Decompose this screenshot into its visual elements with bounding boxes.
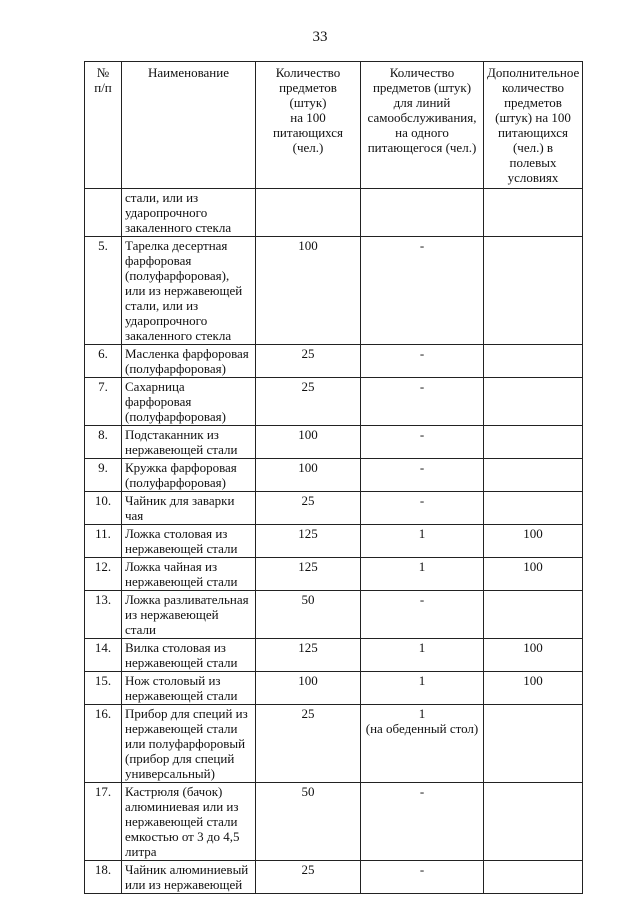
cell-quantity-per-100: 100 xyxy=(256,672,361,705)
cell-quantity-self-service: - xyxy=(361,783,484,861)
cell-quantity-self-service: 1 xyxy=(361,672,484,705)
header-name: Наименование xyxy=(122,62,256,189)
table-row xyxy=(85,426,583,459)
cell-name: стали, или из ударопрочного закаленного стекла xyxy=(122,189,256,237)
cell-number: 17. xyxy=(85,783,122,861)
cell-quantity-field xyxy=(484,426,583,459)
cell-quantity-self-service: - xyxy=(361,345,484,378)
cell-quantity-per-100: 25 xyxy=(256,492,361,525)
cell-quantity-self-service: 1 (на обеденный стол) xyxy=(361,705,484,783)
cell-number: 15. xyxy=(85,672,122,705)
cell-quantity-per-100: 25 xyxy=(256,705,361,783)
cell-quantity-field xyxy=(484,591,583,639)
table-row xyxy=(85,783,583,861)
header-number: № п/п xyxy=(85,62,122,189)
cell-quantity-field: 100 xyxy=(484,639,583,672)
cell-quantity-field xyxy=(484,861,583,894)
table-row xyxy=(85,705,583,783)
cell-number: 13. xyxy=(85,591,122,639)
cell-name: Кастрюля (бачок) алюминиевая или из нержавеющей стали емкостью от 3 до 4,5 литра xyxy=(122,783,256,861)
table-row xyxy=(85,861,583,894)
cell-name: Ложка чайная из нержавеющей стали xyxy=(122,558,256,591)
cell-quantity-field xyxy=(484,345,583,378)
cell-name: Нож столовый из нержавеющей стали xyxy=(122,672,256,705)
table-header-row xyxy=(85,62,583,189)
table-row xyxy=(85,558,583,591)
cell-number: 18. xyxy=(85,861,122,894)
cell-quantity-self-service: - xyxy=(361,861,484,894)
cell-quantity-self-service: 1 xyxy=(361,639,484,672)
cell-quantity-per-100: 100 xyxy=(256,459,361,492)
cell-quantity-field xyxy=(484,705,583,783)
cell-name: Ложка столовая из нержавеющей стали xyxy=(122,525,256,558)
items-table xyxy=(84,61,583,894)
cell-quantity-self-service: 1 xyxy=(361,558,484,591)
cell-name: Чайник для заварки чая xyxy=(122,492,256,525)
cell-quantity-field xyxy=(484,378,583,426)
cell-quantity-self-service xyxy=(361,189,484,237)
cell-quantity-field xyxy=(484,783,583,861)
cell-quantity-self-service: - xyxy=(361,237,484,345)
cell-quantity-per-100: 25 xyxy=(256,345,361,378)
table-row xyxy=(85,672,583,705)
cell-quantity-self-service: - xyxy=(361,459,484,492)
cell-name: Чайник алюминиевый или из нержавеющей xyxy=(122,861,256,894)
cell-name: Прибор для специй из нержавеющей стали или полуфарфоровый (прибор для специй универсальный) xyxy=(122,705,256,783)
cell-quantity-per-100: 25 xyxy=(256,861,361,894)
table-row xyxy=(85,591,583,639)
cell-quantity-self-service: - xyxy=(361,426,484,459)
table-row xyxy=(85,237,583,345)
cell-quantity-per-100: 100 xyxy=(256,426,361,459)
cell-quantity-per-100: 100 xyxy=(256,237,361,345)
table-row xyxy=(85,189,583,237)
cell-number: 16. xyxy=(85,705,122,783)
cell-quantity-field: 100 xyxy=(484,525,583,558)
cell-quantity-per-100: 25 xyxy=(256,378,361,426)
cell-quantity-self-service: - xyxy=(361,591,484,639)
cell-quantity-self-service: - xyxy=(361,492,484,525)
cell-number: 14. xyxy=(85,639,122,672)
cell-quantity-self-service: - xyxy=(361,378,484,426)
cell-number: 5. xyxy=(85,237,122,345)
cell-name: Кружка фарфоровая (полуфарфоровая) xyxy=(122,459,256,492)
cell-number: 8. xyxy=(85,426,122,459)
cell-number: 6. xyxy=(85,345,122,378)
cell-name: Тарелка десертная фарфоровая (полуфарфоровая), или из нержавеющей стали, или из ударопрочного закаленного стекла xyxy=(122,237,256,345)
table-row xyxy=(85,492,583,525)
table-row xyxy=(85,639,583,672)
cell-number: 10. xyxy=(85,492,122,525)
cell-name: Масленка фарфоровая (полуфарфоровая) xyxy=(122,345,256,378)
table-row xyxy=(85,525,583,558)
cell-name: Ложка разливательная из нержавеющей стали xyxy=(122,591,256,639)
cell-number: 11. xyxy=(85,525,122,558)
cell-quantity-per-100: 125 xyxy=(256,525,361,558)
cell-name: Подстаканник из нержавеющей стали xyxy=(122,426,256,459)
cell-number: 9. xyxy=(85,459,122,492)
cell-quantity-field: 100 xyxy=(484,672,583,705)
cell-quantity-field xyxy=(484,237,583,345)
cell-quantity-field: 100 xyxy=(484,558,583,591)
cell-name: Вилка столовая из нержавеющей стали xyxy=(122,639,256,672)
cell-quantity-field xyxy=(484,189,583,237)
cell-quantity-per-100: 50 xyxy=(256,783,361,861)
cell-quantity-per-100 xyxy=(256,189,361,237)
cell-quantity-field xyxy=(484,492,583,525)
header-quantity-per-100: Количество предметов (штук) на 100 питающихся (чел.) xyxy=(256,62,361,189)
table-row xyxy=(85,459,583,492)
header-quantity-self-service: Количество предметов (штук) для линий самообслуживания, на одного питающегося (чел.) xyxy=(361,62,484,189)
cell-quantity-self-service: 1 xyxy=(361,525,484,558)
page-number: 33 xyxy=(312,29,328,45)
cell-number: 12. xyxy=(85,558,122,591)
cell-quantity-per-100: 125 xyxy=(256,639,361,672)
header-quantity-field: Дополнительное количество предметов (штук) на 100 питающихся (чел.) в полевых условиях xyxy=(484,62,583,189)
table-row xyxy=(85,345,583,378)
cell-name: Сахарница фарфоровая (полуфарфоровая) xyxy=(122,378,256,426)
cell-quantity-per-100: 50 xyxy=(256,591,361,639)
table-row xyxy=(85,378,583,426)
cell-number xyxy=(85,189,122,237)
cell-quantity-per-100: 125 xyxy=(256,558,361,591)
cell-quantity-field xyxy=(484,459,583,492)
cell-number: 7. xyxy=(85,378,122,426)
